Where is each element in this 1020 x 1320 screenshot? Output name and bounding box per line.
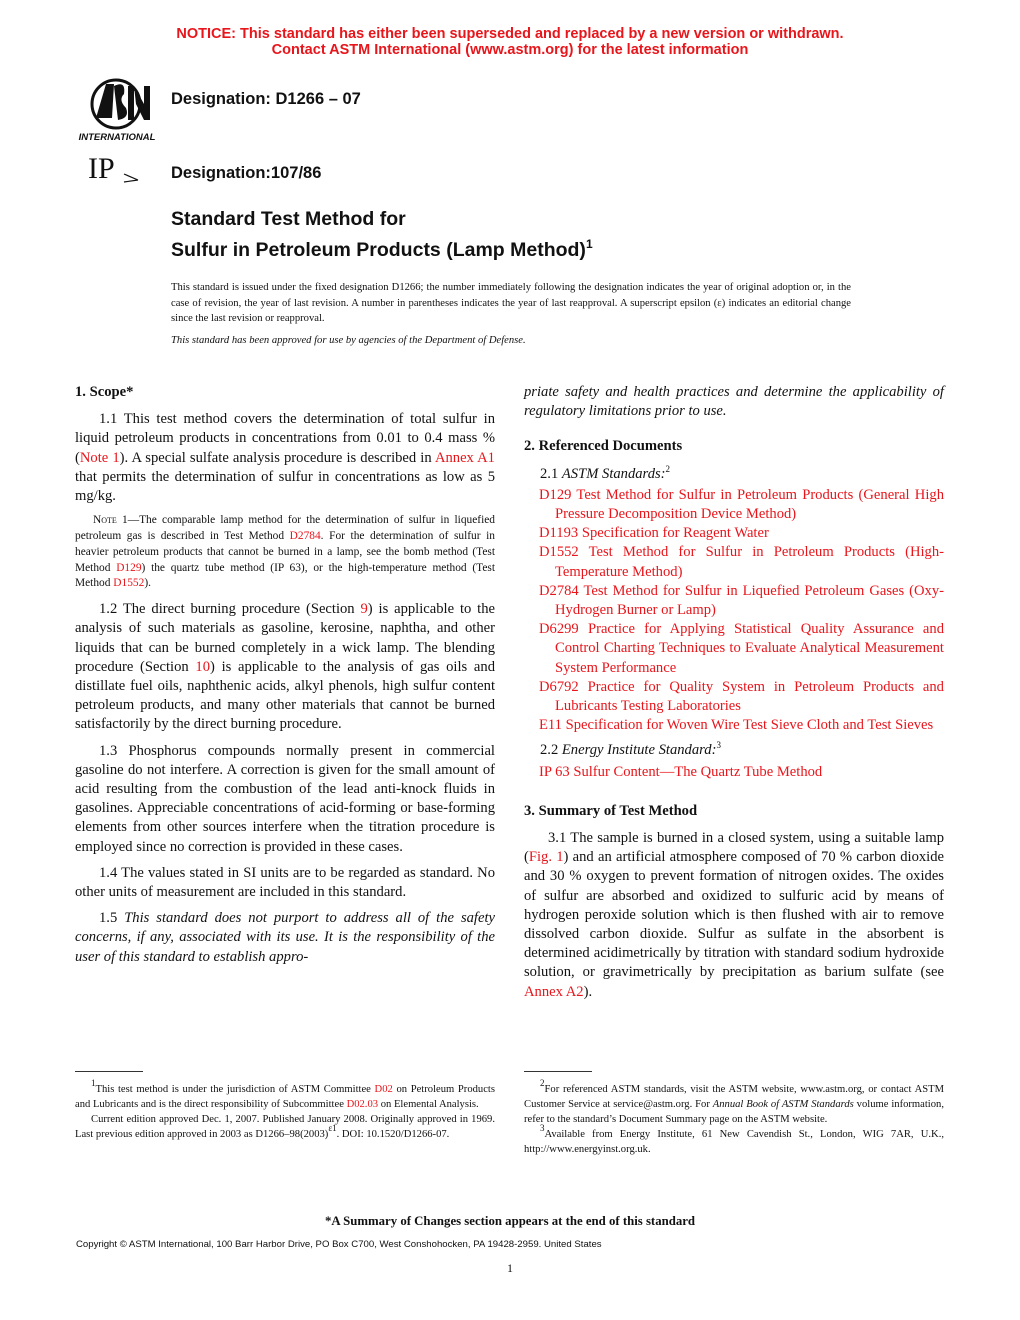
reference-item[interactable]: D1552 Test Method for Sulfur in Petroleum Products (High-Temperature Method): [539, 544, 944, 580]
note-1: Note 1—The comparable lamp method for the determination of sulfur in liquefied petroleum gas is described in Test Method D2784. For the determination of sulfur in heavier petroleum products that cannot be burned in a lamp, see the bomb method (Test Method D129) the quartz tube method (IP 63), or the high-temperature method (Test Method D1552).: [75, 514, 495, 590]
fig-1-link[interactable]: Fig. 1: [528, 849, 564, 866]
title-footnote-ref: 1: [585, 237, 593, 251]
astm-logo-icon: [74, 74, 164, 144]
ip-logo-text: IP: [88, 152, 115, 185]
d129-link[interactable]: D129: [116, 561, 142, 574]
astm-reference-list: [524, 486, 944, 736]
copyright-line: Copyright © ASTM International, 100 Barr Harbor Drive, PO Box C700, West Conshohocken, PA 19428-2959. United States: [76, 1239, 602, 1250]
reference-item[interactable]: D6792 Practice for Quality System in Petroleum Products and Lubricants Testing Laboratories: [539, 678, 944, 715]
note-1-link[interactable]: Note 1: [79, 449, 120, 466]
astm-standards-label: 2.1 ASTM Standards:$^2$: [540, 463, 671, 482]
reference-item[interactable]: D2784 Test Method for Sulfur in Liquefied Petroleum Gases (Oxy-Hydrogen Burner or Lamp): [539, 582, 945, 619]
summary-of-changes-note: *A Summary of Changes section appears at the end of this standard: [324, 1214, 696, 1228]
ei-reference-list: [524, 763, 944, 782]
section-9-link[interactable]: 9: [360, 601, 368, 618]
annex-a2-link[interactable]: Annex A2: [524, 983, 584, 1000]
scope-heading: 1. Scope*: [75, 384, 134, 400]
d02-03-link[interactable]: D02.03: [346, 1099, 379, 1110]
section-10-link[interactable]: 10: [195, 658, 211, 675]
scope-1-2: 1.2 The direct burning procedure (Section 9) is applicable to the analysis of such materials as gasoline, kerosine, naphtha, and other liquids that can be burned completely in a wick lamp. The blending procedure (Section 10) is applicable to the analysis of gas oils and distillate fuel oils, naphthenic acids, alkyl phenols, high sulfur content petroleum products, and many other materials that cannot be burned satisfactorily by the direct burning procedure.: [75, 601, 495, 733]
summary-heading: 3. Summary of Test Method: [524, 802, 698, 819]
footnote-2-3: $^2$For referenced ASTM standards, visit the ASTM website, www.astm.org, or contact ASTM Customer Service at service@astm.org. For Annual Book of ASTM Standards volume information, refer to the standard’s Document Summary page on the ASTM website. $^3$Available from Energy Institute, 61 New Cavendish St., London, WIG 7AR, U.K., http://www.energyinst.org.uk.: [524, 1078, 944, 1155]
summary-3-1: 3.1 The sample is burned in a closed system, using a suitable lamp (Fig. 1) and an artificial atmosphere composed of 70 % carbon dioxide and 30 % oxygen to prevent formation of nitrogen oxides. The oxides of sulfur are absorbed and oxidized to sulfuric acid by means of hydrogen peroxide solution which is then flushed with air to remove dissolved carbon dioxide. Sulfur as sulfate in the absorbent is determined acidimetrically by titration with standard sodium hydroxide solution, or gravimetrically by precipitation as barium sulfate (see Annex A2).: [524, 830, 944, 1000]
footnote-rule-right: [524, 1071, 592, 1072]
d1552-link[interactable]: D1552: [113, 577, 145, 590]
notice-line-2: Contact ASTM International (www.astm.org) for the latest information: [271, 42, 749, 58]
scope-1-5: 1.5 This standard does not purport to address all of the safety concerns, if any, associated with its use. It is the responsibility of the user of this standard to establish appro-: [75, 910, 495, 965]
approved-statement: This standard has been approved for use by agencies of the Department of Defense.: [171, 335, 526, 346]
reference-item[interactable]: D129 Test Method for Sulfur in Petroleum Products (General High Pressure Decomposition Device Method): [539, 486, 944, 523]
designation-ip: Designation:107/86: [171, 164, 322, 182]
document-title: [171, 207, 593, 263]
issued-statement: This standard is issued under the fixed designation D1266; the number immediately following the designation indicates the year of original adoption or, in the case of revision, the year of last revision. A number in parentheses indicates the year of last reapproval. A superscript epsilon (ε) indicates an editorial change since the last revision or reapproval.: [171, 282, 851, 325]
title-line-1: Standard Test Method for: [171, 208, 406, 230]
d02-link[interactable]: D02: [374, 1084, 393, 1095]
ip-logo-icon: [84, 150, 140, 186]
designation-astm: Designation: D1266 – 07: [171, 90, 361, 108]
reference-item[interactable]: D6299 Practice for Applying Statistical Quality Assurance and Control Charting Techniques to Evaluate Analytical Measurement System Performance: [539, 621, 945, 676]
supersede-notice: [0, 26, 1020, 58]
right-column: [524, 383, 944, 1009]
astm-logo-text: INTERNATIONAL: [78, 132, 156, 143]
footnote-1: $^1$This test method is under the jurisdiction of ASTM Committee D02 on Petroleum Products and Lubricants and is the direct responsibility of Subcommittee D02.03 on Elemental Analysis. Current edition approved Dec. 1, 2007. Published January 2008. Originally approved in 1969. Last previous edition approved in 2003 as $D1266-98(2003)^{\varepsilon 1}$. DOI: 10.1520/D1266-07.: [75, 1078, 495, 1140]
reference-item[interactable]: E11 Specification for Woven Wire Test Sieve Cloth and Test Sieves: [539, 717, 934, 734]
left-column: [75, 383, 495, 974]
page-number: 1: [507, 1261, 513, 1275]
refdocs-heading: 2. Referenced Documents: [524, 438, 683, 455]
scope-1-3: 1.3 Phosphorus compounds normally present in commercial gasoline do not interfere. A correction is given for the small amount of acid resulting from the combustion of the lead anti-knock fluids in gasolines. Appreciable concentrations of acid-forming or base-forming elements from other sources interfere when the titration procedure is employed since no correction is provided in these cases.: [75, 742, 495, 855]
scope-1-4: 1.4 The values stated in SI units are to be regarded as standard. No other units of measurement are included in this standard.: [75, 864, 495, 901]
notice-line-1: NOTICE: This standard has either been superseded and replaced by a new version or withdrawn.: [176, 26, 844, 42]
scope-1-1: 1.1 This test method covers the determination of total sulfur in liquid petroleum products in concentrations from 0.01 to 0.4 mass % (Note 1). A special sulfate analysis procedure is described in Annex A1 that permits the determination of sulfur in concentrations as low as 5 mg/kg.: [75, 411, 495, 505]
ei-standard-label: 2.2 Energy Institute Standard:$^3$: [540, 740, 721, 759]
reference-item[interactable]: D1193 Specification for Reagent Water: [539, 525, 769, 542]
d2784-link[interactable]: D2784: [289, 530, 321, 543]
annex-a1-link[interactable]: Annex A1: [434, 449, 495, 466]
reference-item[interactable]: IP 63 Sulfur Content—The Quartz Tube Method: [539, 763, 823, 780]
scope-1-5-continued: priate safety and health practices and determine the applicability of regulatory limitations prior to use.: [524, 384, 944, 420]
footnote-rule-left: [75, 1071, 143, 1072]
title-line-2: Sulfur in Petroleum Products (Lamp Method): [171, 239, 586, 261]
